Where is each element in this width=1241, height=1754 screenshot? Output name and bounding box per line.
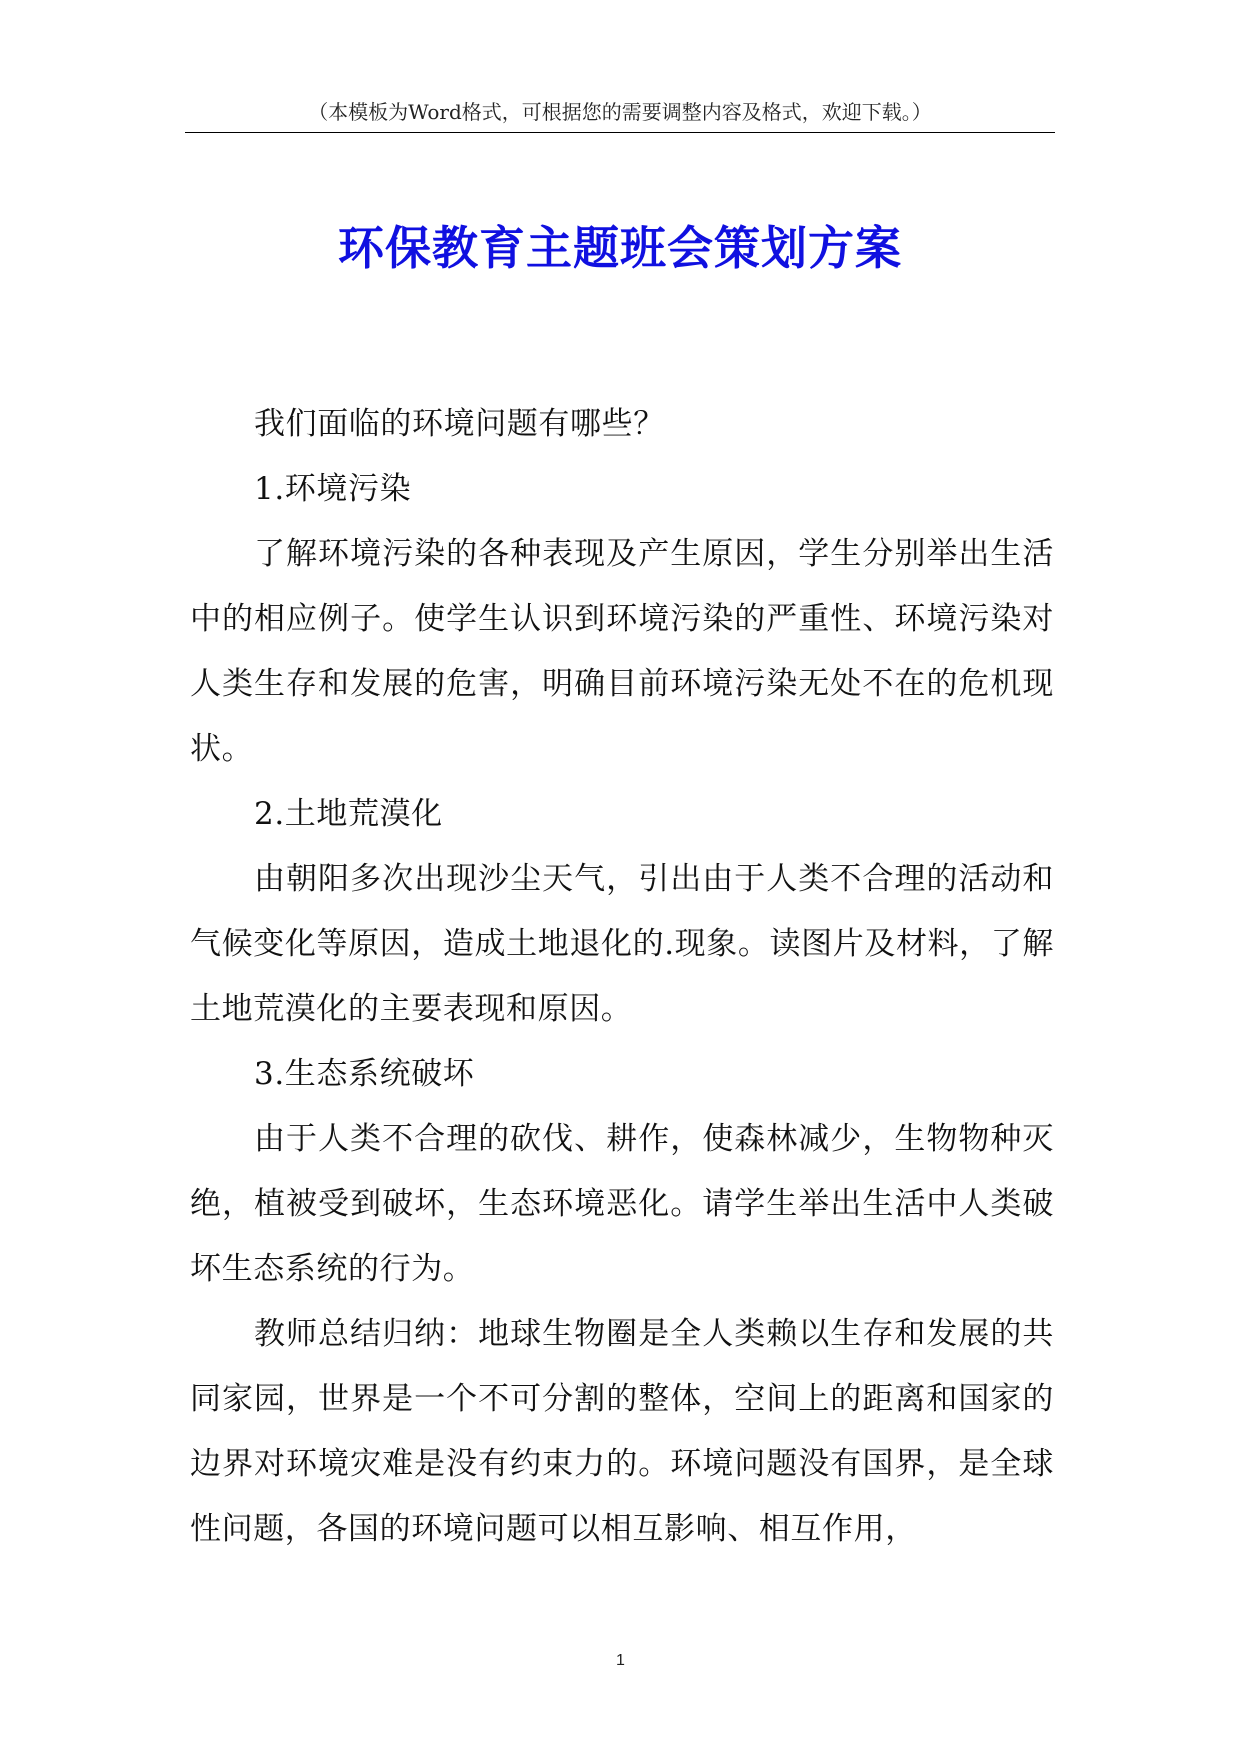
paragraph-question: 我们面临的环境问题有哪些？: [254, 406, 665, 442]
paragraph-desertification: 由朝阳多次出现沙尘天气，引出由于人类不合理的活动和气候变化等原因，造成土地退化的.现象。读图片及材料，了解土地荒漠化的主要表现和原因。: [190, 861, 1054, 1027]
paragraph-summary: 教师总结归纳：地球生物圈是全人类赖以生存和发展的共同家园，世界是一个不可分割的整体，空间上的距离和国家的边界对环境灾难是没有约束力的。环境问题没有国界，是全球性问题，各国的环境问题可以相互影响、相互作用，: [190, 1316, 1054, 1547]
heading-ecosystem-damage: 3.生态系统破坏: [254, 1056, 475, 1092]
document-title: 环保教育主题班会策划方案: [338, 221, 902, 275]
page-number: 1: [616, 1652, 625, 1669]
paragraph-pollution: 了解环境污染的各种表现及产生原因，学生分别举出生活中的相应例子。使学生认识到环境污染的严重性、环境污染对人类生存和发展的危害，明确目前环境污染无处不在的危机现状。: [190, 536, 1054, 767]
paragraph-ecosystem: 由于人类不合理的砍伐、耕作，使森林减少，生物物种灭绝，植被受到破坏，生态环境恶化。请学生举出生活中人类破坏生态系统的行为。: [190, 1121, 1054, 1287]
header-divider: [185, 132, 1055, 133]
document-body: [190, 392, 1054, 1562]
heading-environmental-pollution: 1.环境污染: [254, 471, 412, 507]
heading-desertification: 2.土地荒漠化: [254, 796, 443, 832]
template-header-note: （本模板为Word格式，可根据您的需要调整内容及格式，欢迎下载。）: [308, 100, 932, 124]
